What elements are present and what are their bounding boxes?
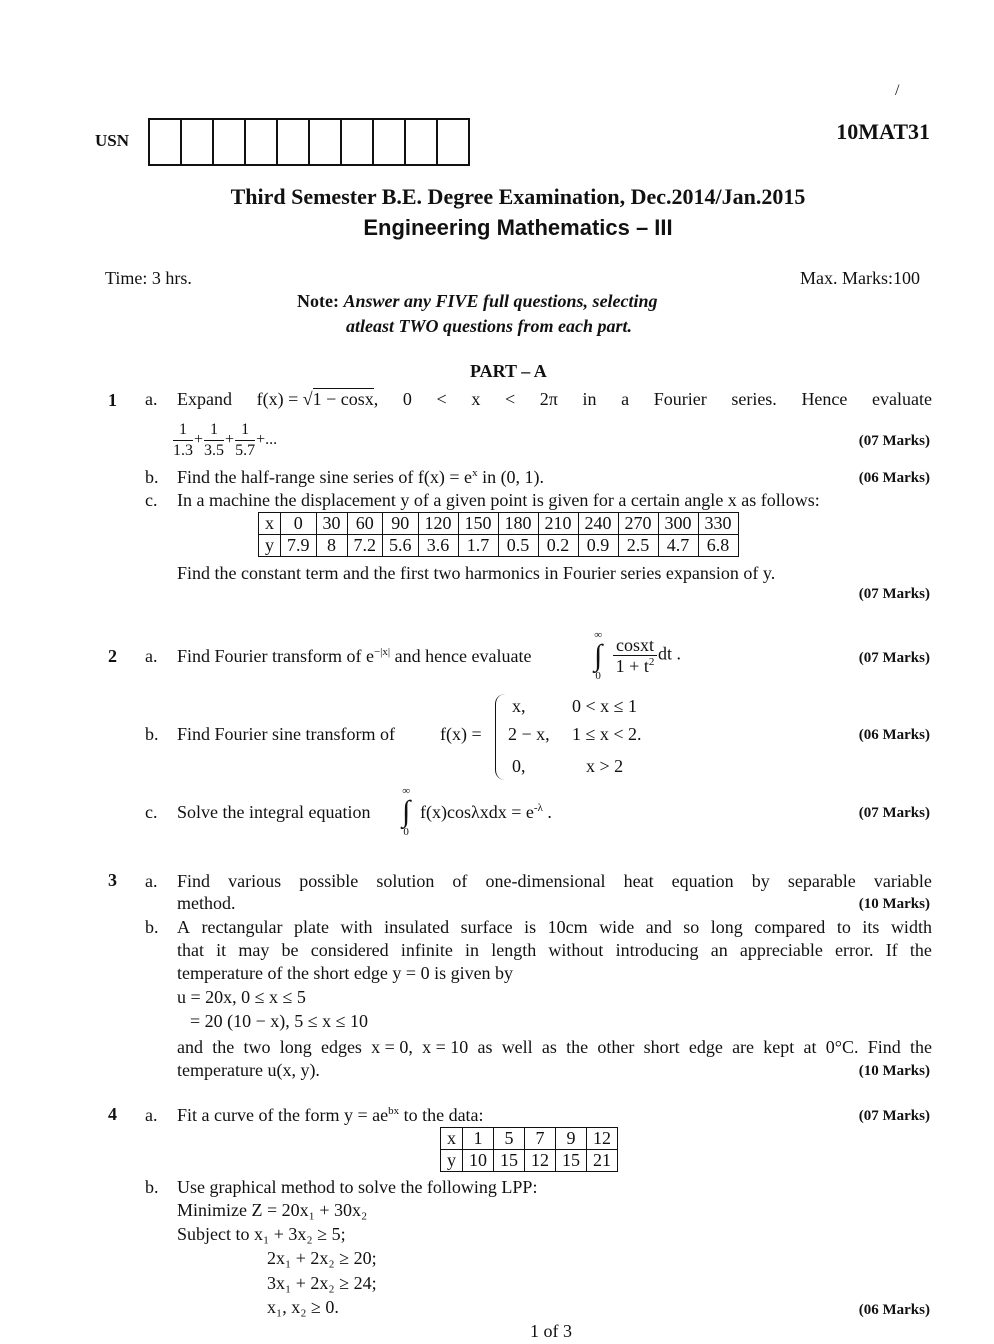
part-letter: b.	[145, 467, 159, 487]
marks-label: (07 Marks)	[858, 1108, 930, 1124]
tick-mark: /	[895, 82, 900, 99]
q4b-line2: Minimize Z = 20x₁ + 30x₂	[177, 1200, 368, 1220]
question-number: 2	[108, 646, 117, 666]
curve-fit-table: x 1 5 7 9 12 y 10 15 12 15 21	[440, 1127, 618, 1172]
q2c-text: Solve the integral equation	[177, 802, 371, 822]
integral-upper: ∞	[594, 629, 603, 641]
page-number: 1 of 3	[530, 1321, 572, 1341]
usn-label: USN	[95, 131, 130, 150]
q4b-line1: Use graphical method to solve the following LPP:	[177, 1177, 538, 1197]
part-letter: b.	[145, 917, 159, 937]
q3b-line1: A rectangular plate with insulated surface is 10cm wide and so long compared to its width	[177, 917, 932, 937]
case-condition: 0 < x ≤ 1	[572, 696, 638, 716]
part-letter: a.	[145, 1105, 158, 1125]
case-value: x,	[512, 696, 526, 716]
integral-sign: ∫	[402, 795, 411, 828]
part-letter: a.	[145, 389, 158, 409]
integral-q2c	[402, 786, 410, 838]
function-label: f(x) =	[440, 724, 482, 744]
q3b-line6: and the two long edges x = 0, x = 10 as well as the other short edge are kept at 0°C. Find the	[177, 1037, 932, 1057]
integral-sign: ∫	[594, 639, 603, 672]
marks-label: (06 Marks)	[858, 727, 930, 743]
marks-label: (07 Marks)	[858, 586, 930, 602]
q4b-line5: 3x₁ + 2x₂ ≥ 24;	[267, 1273, 377, 1293]
q3b-line3: temperature of the short edge y = 0 is given by	[177, 963, 514, 983]
integral-q2a	[594, 630, 602, 682]
part-heading: PART – A	[470, 361, 547, 381]
exam-title: Third Semester B.E. Degree Examination, Dec.2014/Jan.2015	[230, 184, 806, 209]
q4b-line4: 2x₁ + 2x₂ ≥ 20;	[267, 1248, 377, 1268]
integral-upper: ∞	[402, 785, 411, 797]
part-letter: b.	[145, 1177, 159, 1197]
q2a-text: Find Fourier transform of $e^{-|x|}$ and hence evaluate	[177, 646, 532, 666]
case-value: 0,	[512, 756, 526, 776]
part-letter: a.	[145, 646, 158, 666]
part-letter: c.	[145, 490, 158, 510]
course-code: 10MAT31	[836, 119, 930, 144]
displacement-table: x 0 30 60 90 120 150 180 210 240 270 300 330 y 7.9 8 7.2 5.6 3.6 1.7 0.5 0.2 0.9 2.5 4.7 6.8	[258, 512, 739, 557]
marks-label: (07 Marks)	[858, 650, 930, 666]
q3b-line5: = 20 (10 − x), 5 ≤ x ≤ 10	[190, 1011, 369, 1031]
marks-label: (10 Marks)	[858, 896, 930, 912]
integral-lower: 0	[403, 826, 409, 838]
q4b-line3: Subject to x₁ + 3x₂ ≥ 5;	[177, 1224, 346, 1244]
max-marks: Max. Marks:100	[800, 268, 920, 288]
marks-label: (07 Marks)	[858, 433, 930, 449]
q4a-text: Fit a curve of the form $y = ae^{bx}$ to the data:	[177, 1105, 484, 1125]
piecewise-brace	[495, 694, 508, 780]
q2b-text: Find Fourier sine transform of	[177, 724, 395, 744]
q1c-text2: Find the constant term and the first two harmonics in Fourier series expansion of y.	[177, 563, 776, 583]
marks-label: (07 Marks)	[858, 805, 930, 821]
subject-title: Engineering Mathematics – III	[363, 215, 673, 240]
q4b-line6: x₁, x₂ ≥ 0.	[267, 1297, 339, 1317]
series-expression: $\frac{1}{1.3}$ + $\frac{1}{3.5}$ + $\frac{1}{5.7}$ +...	[173, 421, 278, 459]
q1b-text: Find the half-range sine series of $f(x) = e^x$ in (0, 1).	[177, 467, 545, 487]
note-line2: atleast TWO questions from each part.	[346, 316, 633, 336]
note-label: Note:	[297, 291, 339, 311]
q3b-line4: u = 20x, 0 ≤ x ≤ 5	[177, 987, 306, 1007]
time-label: Time: 3 hrs.	[105, 268, 192, 288]
q3a-text: Find various possible solution of one-dimensional heat equation by separable variable	[177, 871, 932, 891]
q3a-text2: method.	[177, 893, 236, 913]
case-value: 2 − x,	[508, 724, 550, 744]
question-number: 1	[108, 390, 117, 410]
note-line1	[297, 290, 658, 312]
marks-label: (06 Marks)	[858, 470, 930, 486]
marks-label: (06 Marks)	[858, 1302, 930, 1318]
question-number: 4	[108, 1104, 117, 1124]
part-letter: a.	[145, 871, 158, 891]
question-number: 3	[108, 870, 117, 890]
q1c-text: In a machine the displacement y of a given point is given for a certain angle x as follows:	[177, 490, 820, 510]
marks-label: (10 Marks)	[858, 1063, 930, 1079]
integral-expression: $f(x)\cos\lambda xdx = e^{-\lambda}$ .	[420, 802, 552, 822]
part-letter: c.	[145, 802, 158, 822]
q3b-line7: temperature u(x, y).	[177, 1060, 320, 1080]
case-condition: x > 2	[586, 756, 624, 776]
case-condition: 1 ≤ x < 2.	[572, 724, 642, 744]
part-letter: b.	[145, 724, 159, 744]
integral-lower: 0	[595, 670, 601, 682]
q1a-text: Expand f(x) = √1 − cosx, 0 < x < 2π in a Fourier series. Hence evaluate	[177, 389, 932, 409]
integrand: $\frac{\text{cosxt}}{1 + t^2}$ dt .	[612, 635, 681, 676]
q3b-line2: that it may be considered infinite in length without introducing an appreciable error. If the	[177, 940, 932, 960]
usn-boxes[interactable]	[148, 118, 470, 166]
note-text: Answer any FIVE full questions, selecting	[343, 291, 658, 311]
